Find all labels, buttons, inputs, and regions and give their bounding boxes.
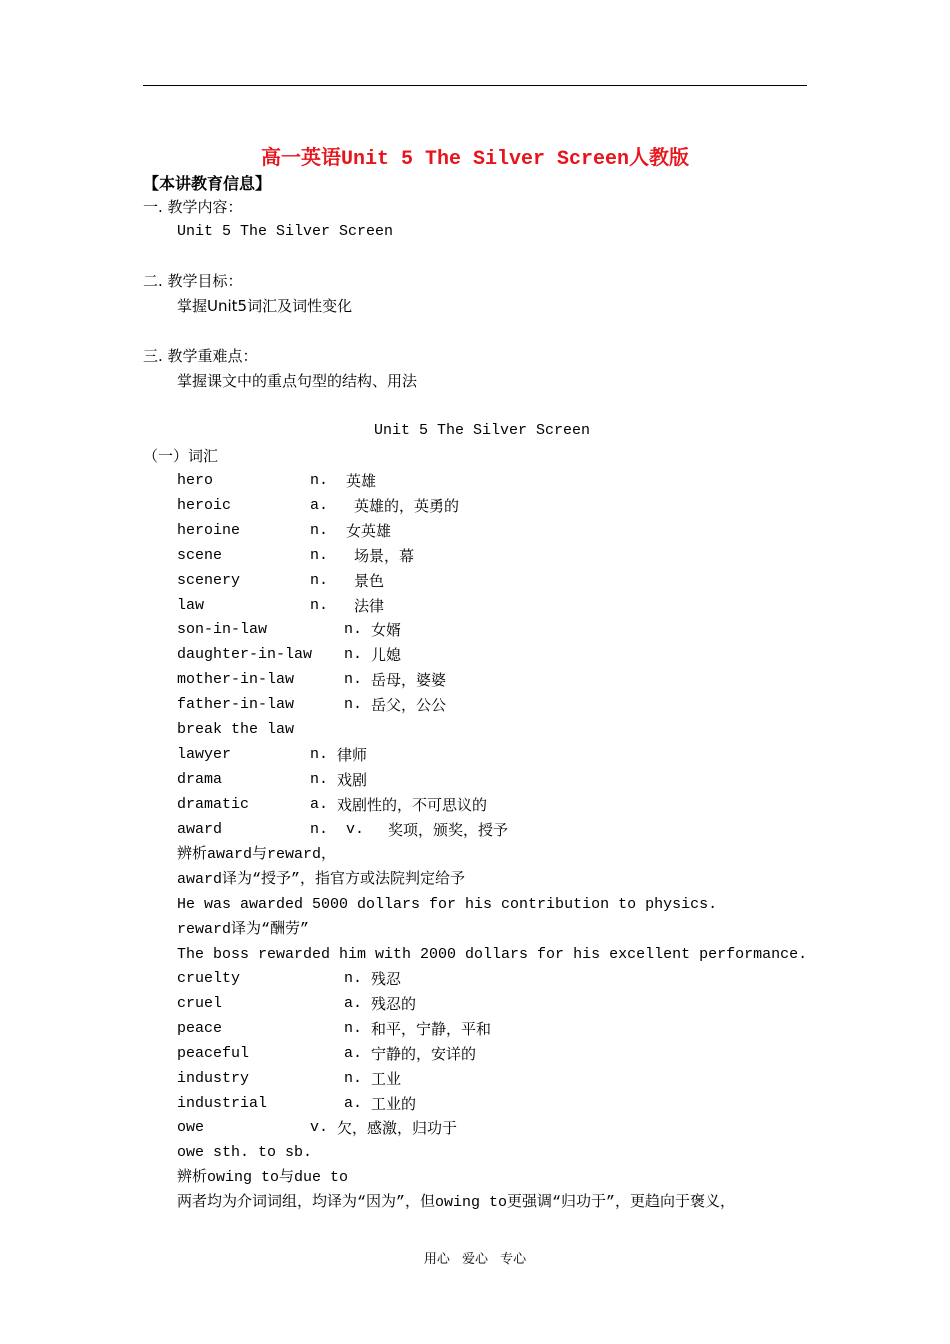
note-line: 辨析owing to与due to <box>177 1168 349 1186</box>
vocab-pos: n. <box>310 546 329 564</box>
page-footer: 用心 爱心 专心 <box>423 1252 527 1267</box>
info-label-focus: 三. 教学重难点： <box>143 347 258 365</box>
note-line: reward译为“酬劳” <box>177 920 310 938</box>
vocab-meaning: 英雄 <box>346 472 377 490</box>
section-heading: 【本讲教育信息】 <box>143 174 272 193</box>
vocab-meaning: 场景，幕 <box>354 546 415 565</box>
vocab-pos: n. <box>310 571 329 589</box>
vocab-pos: a. <box>344 1094 363 1112</box>
vocab-pos: v. <box>310 1119 329 1137</box>
vocab-meaning: 女婿 <box>371 621 402 640</box>
note-line: owe sth. to sb. <box>177 1144 313 1161</box>
vocab-meaning: 律师 <box>337 745 368 764</box>
vocab-word: law <box>177 596 205 614</box>
vocab-pos: a. <box>310 496 329 514</box>
vocab-meaning: 岳父，公公 <box>371 696 447 715</box>
vocab-meaning: 戏剧性的，不可思议的 <box>337 795 488 814</box>
vocab-word: scene <box>177 546 223 564</box>
vocab-meaning: 和平，宁静，平和 <box>371 1019 492 1038</box>
vocab-word: heroic <box>177 496 232 514</box>
vocab-word: cruel <box>177 994 223 1012</box>
unit-heading: Unit 5 The Silver Screen <box>374 422 591 439</box>
vocab-meaning: 欠，感激，归功于 <box>337 1119 458 1138</box>
vocab-heading: （一）词汇 <box>143 447 219 465</box>
note-line: 辨析award与reward， <box>177 846 337 863</box>
vocab-word: cruelty <box>177 970 241 987</box>
vocab-pos: n. <box>310 770 329 788</box>
vocab-word: lawyer <box>177 745 232 763</box>
vocab-meaning: 戏剧 <box>337 770 368 789</box>
vocab-pos: n. <box>310 472 329 489</box>
vocab-meaning: 工业的 <box>371 1094 417 1113</box>
vocab-meaning: 儿媳 <box>371 646 402 665</box>
vocab-meaning: 法律 <box>354 596 385 615</box>
vocab-meaning: 英雄的，英勇的 <box>354 496 460 515</box>
vocab-meaning: 女英雄 <box>346 521 392 540</box>
vocab-pos: n. <box>344 621 363 639</box>
vocab-pos: n. <box>344 646 363 664</box>
note-line: The boss rewarded him with 2000 dollars for his excellent performance. <box>177 945 808 963</box>
vocab-word: industry <box>177 1069 250 1087</box>
vocab-word: hero <box>177 472 214 489</box>
vocab-pos: n. <box>310 745 329 763</box>
vocab-word: mother-in-law <box>177 671 295 689</box>
vocab-word: father-in-law <box>177 696 295 714</box>
vocab-word: peace <box>177 1019 223 1037</box>
vocab-word: scenery <box>177 571 241 589</box>
vocab-word: drama <box>177 770 223 788</box>
vocab-word: dramatic <box>177 795 250 813</box>
vocab-meaning: 景色 <box>354 571 385 590</box>
vocab-meaning: 工业 <box>371 1069 402 1088</box>
vocab-word: heroine <box>177 521 241 539</box>
page-title: 高一英语Unit 5 The Silver Screen人教版 <box>260 145 690 171</box>
vocab-word: break the law <box>177 721 295 738</box>
vocab-word: industrial <box>177 1094 268 1112</box>
info-value-goal: 掌握Unit5词汇及词性变化 <box>177 297 353 315</box>
vocab-pos: n. <box>344 696 363 714</box>
note-line: He was awarded 5000 dollars for his contribution to physics. <box>177 895 718 913</box>
vocab-meaning: 岳母，婆婆 <box>371 671 447 690</box>
vocab-meaning: 残忍 <box>371 970 402 988</box>
vocab-pos: n. <box>344 1019 363 1037</box>
vocab-pos: a. <box>310 795 329 813</box>
vocab-pos: n. <box>344 671 363 689</box>
vocab-pos: n. <box>344 1069 363 1087</box>
vocab-word: daughter-in-law <box>177 646 313 664</box>
vocab-meaning: 奖项，颁奖，授予 <box>388 820 509 839</box>
vocab-word: owe <box>177 1119 205 1137</box>
vocab-pos: a. <box>344 1044 363 1062</box>
vocab-meaning: 残忍的 <box>371 994 417 1013</box>
vocab-pos: n. <box>310 521 329 539</box>
header-rule <box>143 85 807 86</box>
note-line: award译为“授予”，指官方或法院判定给予 <box>177 870 466 888</box>
info-label-content: 一. 教学内容： <box>143 198 243 216</box>
vocab-pos: n. v. <box>310 820 365 838</box>
note-line: 两者均为介词词组，均译为“因为”，但owing to更强调“归功于”，更趋向于褒义， <box>177 1193 736 1211</box>
vocab-pos: n. <box>344 970 363 987</box>
vocab-pos: n. <box>310 596 329 614</box>
info-label-goal: 二. 教学目标： <box>143 272 243 290</box>
vocab-word: award <box>177 820 223 838</box>
vocab-pos: a. <box>344 994 363 1012</box>
vocab-word: son-in-law <box>177 621 268 639</box>
info-value-content: Unit 5 The Silver Screen <box>177 223 394 240</box>
info-value-focus: 掌握课文中的重点句型的结构、用法 <box>177 372 418 390</box>
vocab-meaning: 宁静的，安详的 <box>371 1044 477 1063</box>
vocab-word: peaceful <box>177 1044 250 1062</box>
